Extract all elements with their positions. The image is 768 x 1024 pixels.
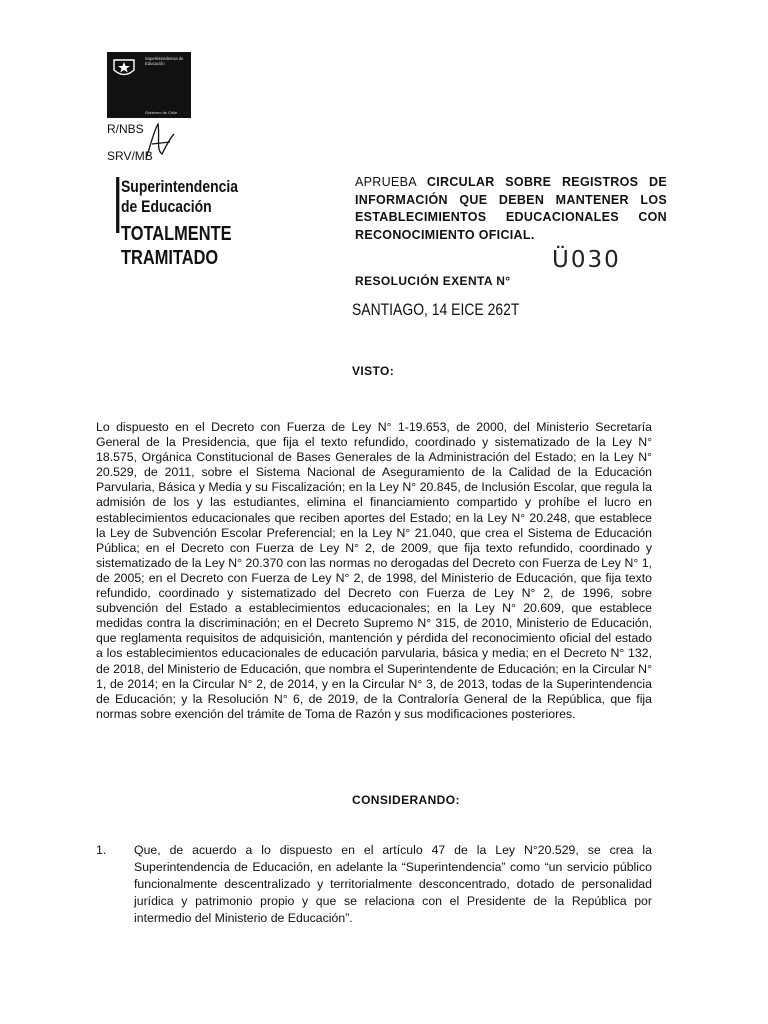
resolution-subject bbox=[355, 174, 667, 244]
considerando-item-text: Que, de acuerdo a lo dispuesto en el artículo 47 de la Ley N°20.529, se crea la Superintendencia de Educación, en adelante la “Superintendencia” como “un servicio público funcionalmente descentralizado y territorialmente desconcentrado, dotado de personalidad jurídica y patrimonio propio y que se relaciona con el Presidente de la República por intermedio del Ministerio de Educación”. bbox=[134, 843, 652, 925]
considerando-item-number: 1. bbox=[96, 843, 107, 857]
subject-bold-text: CIRCULAR SOBRE REGISTROS DE INFORMACIÓN QUE DEBEN MANTENER LOS ESTABLECIMIENTOS EDUCACIONALES CON RECONOCIMIENTO OFICIAL. bbox=[355, 175, 667, 242]
subject-prefix: APRUEBA bbox=[355, 175, 417, 189]
initials-line-1: R/NBS bbox=[107, 122, 144, 136]
resolution-number: Ü030 bbox=[552, 247, 621, 273]
visto-heading: VISTO: bbox=[352, 364, 395, 378]
handwritten-signature bbox=[140, 118, 180, 168]
resolution-label: RESOLUCIÓN EXENTA N° bbox=[355, 274, 511, 288]
logo-org-text: Superintendencia de Educación bbox=[145, 56, 184, 66]
coat-of-arms-icon bbox=[111, 56, 137, 80]
institution-logo bbox=[107, 52, 191, 118]
processed-stamp bbox=[121, 177, 257, 269]
place-date: SANTIAGO, 14 EICE 262T bbox=[352, 300, 520, 319]
stamp-line-1: Superintendencia de Educación bbox=[121, 177, 238, 216]
stamp-bar bbox=[116, 177, 119, 233]
visto-body: Lo dispuesto en el Decreto con Fuerza de Ley N° 1-19.653, de 2000, del Ministerio Secretaría General de la Presidencia, que fija el texto refundido, coordinado y sistematizado de la Ley N° 18.575, Orgánica Constitucional de Bases Generales de la Administración del Estado; en la Ley N° 20.529, de 2011, sobre el Sistema Nacional de Aseguramiento de la Calidad de la Educación Parvularia, Básica y Media y su Fiscalización; en la Ley N° 20.845, de Inclusión Escolar, que regula la admisión de los y las estudiantes, elimina el financiamiento compartido y prohíbe el lucro en establecimientos educacionales que reciben aportes del Estado; en la Ley N° 20.248, que establece la Ley de Subvención Escolar Preferencial; en la Ley N° 21.040, que crea el Sistema de Educación Pública; en el Decreto con Fuerza de Ley N° 2, de 2009, que fija texto refundido, coordinado y sistematizado de la Ley N° 20.370 con las normas no derogadas del Decreto con Fuerza de Ley N° 1, de 2005; en el Decreto con Fuerza de Ley N° 2, de 1998, del Ministerio de Educación, que fija texto refundido, coordinado y sistematizado del Decreto con Fuerza de Ley N° 2, de 1996, sobre subvención del Estado a establecimientos educacionales; en la Ley N° 20.609, que establece medidas contra la discriminación; en el Decreto Supremo N° 315, de 2010, Ministerio de Educación, que reglamenta requisitos de adquisición, mantención y pérdida del reconocimiento oficial del estado a los establecimientos educacionales de educación parvularia, básica y media; en el Decreto N° 132, de 2018, del Ministerio de Educación, que nombra el Superintendente de Educación; en la Circular N° 1, de 2014; en la Circular N° 2, de 2014, y en la Circular N° 3, de 2013, todas de la Superintendencia de Educación; y la Resolución N° 6, de 2019, de la Contraloría General de la República, que fija normas sobre exención del trámite de Toma de Razón y sus modificaciones posteriores. bbox=[96, 420, 652, 721]
logo-gov-text: Gobierno de Chile bbox=[145, 110, 178, 115]
considerando-heading: CONSIDERANDO: bbox=[352, 793, 460, 807]
stamp-line-2: TOTALMENTE TRAMITADO bbox=[121, 223, 232, 269]
initials-line-2: SRV/MB bbox=[107, 149, 153, 163]
